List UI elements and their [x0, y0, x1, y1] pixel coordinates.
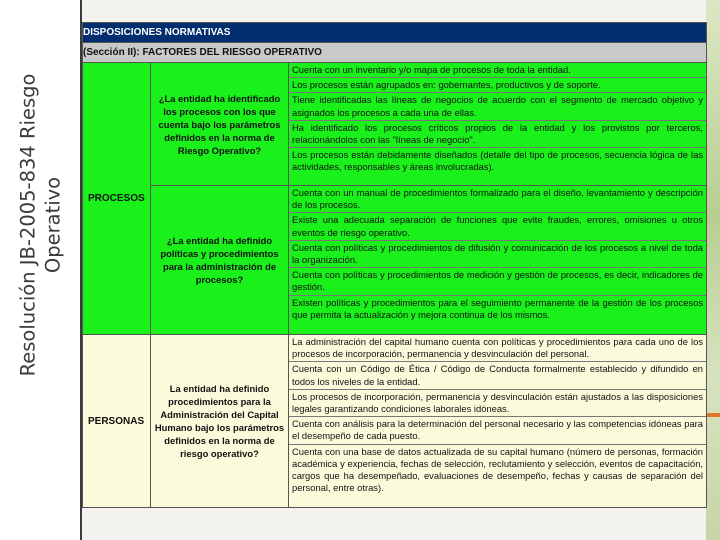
criteria-procesos-politicas — [289, 186, 707, 335]
question-procesos-politicas: ¿La entidad ha definido políticas y procedimientos para la administración de procesos? — [151, 186, 289, 335]
criterion-item: Los procesos de incorporación, permanencia y desvinculación están ajustados a las disposiciones legales garantizando condiciones laborales idóneas. — [289, 389, 706, 416]
criterion-item: Cuenta con políticas y procedimientos de medición y gestión de procesos, es decir, indicadores de gestión. — [289, 267, 706, 294]
question-personas: La entidad ha definido procedimientos para la Administración del Capital Humano bajo los parámetros definidos en la norma de riesgo operativo? — [151, 335, 289, 508]
criterion-item: Cuenta con una base de datos actualizada de su capital humano (número de personas, formación académica y experiencia, fechas de selección, reclutamiento y selección, eventos de capacitación, cargos que ha desempeñado, evaluaciones de desempeño, fechas y causas de separación del personal, entre otras). — [289, 444, 706, 496]
criteria-personas — [289, 335, 707, 508]
table-header: DISPOSICIONES NORMATIVAS — [83, 23, 707, 43]
criterion-item: Los procesos están agrupados en: gobernantes, productivos y de soporte. — [289, 77, 706, 92]
criterion-item: Existen políticas y procedimientos para el seguimiento permanente de la gestión de los procesos que permita la actualización y mejora continua de los mismos. — [289, 295, 706, 322]
slide-title — [2, 0, 78, 450]
slide-title-line-1: Resolución JB-2005-834 Riesgo — [16, 73, 39, 377]
slide-title-line-2: Operativo — [41, 176, 64, 274]
criterion-item: Los procesos están debidamente diseñados (detalle del tipo de procesos, secuencia lógica de las actividades, responsables y áreas involucradas). — [289, 147, 706, 174]
criterion-item: Cuenta con un manual de procedimientos formalizado para el diseño, levantamiento y descripción de los procesos. — [292, 187, 704, 211]
criterion-item: Existe una adecuada separación de funciones que evite fraudes, errores, omisiones u otros eventos de riesgo operativo. — [289, 212, 706, 239]
criterion-item: Ha identificado los procesos críticos propios de la entidad y los provistos por terceros, relacionándolos con las "líneas de negocio". — [289, 120, 706, 147]
section-header: (Sección II): FACTORES DEL RIESGO OPERATIVO — [83, 43, 707, 63]
accent-tab — [706, 413, 720, 417]
document-image — [82, 22, 706, 508]
category-personas: PERSONAS — [83, 335, 151, 508]
criterion-item: Tiene identificadas las líneas de negocios de acuerdo con el segmento de mercado objetivo y asignados los procesos a cada una de ellas. — [289, 92, 706, 119]
regulation-table — [82, 22, 707, 508]
criterion-item: La administración del capital humano cuenta con políticas y procedimientos para cada uno de los procesos de incorporación, permanencia y desvinculación del personal. — [292, 336, 704, 360]
criteria-procesos-identificacion — [289, 63, 707, 186]
criterion-item: Cuenta con políticas y procedimientos de difusión y comunicación de los procesos a nivel de toda la organización. — [289, 240, 706, 267]
background-grass-strip — [706, 0, 720, 540]
criterion-item: Cuenta con análisis para la determinación del personal necesario y las competencias idóneas para el desempeño de cada puesto. — [289, 416, 706, 443]
question-procesos-identificacion: ¿La entidad ha identificado los procesos con los que cuenta bajo los parámetros definidos en la norma de Riesgo Operativo? — [151, 63, 289, 186]
category-procesos: PROCESOS — [83, 63, 151, 335]
criterion-item: Cuenta con un inventario y/o mapa de procesos de toda la entidad. — [292, 64, 571, 75]
criterion-item: Cuenta con un Código de Ética / Código de Conducta formalmente establecido y difundido en todos los niveles de la entidad. — [289, 361, 706, 388]
